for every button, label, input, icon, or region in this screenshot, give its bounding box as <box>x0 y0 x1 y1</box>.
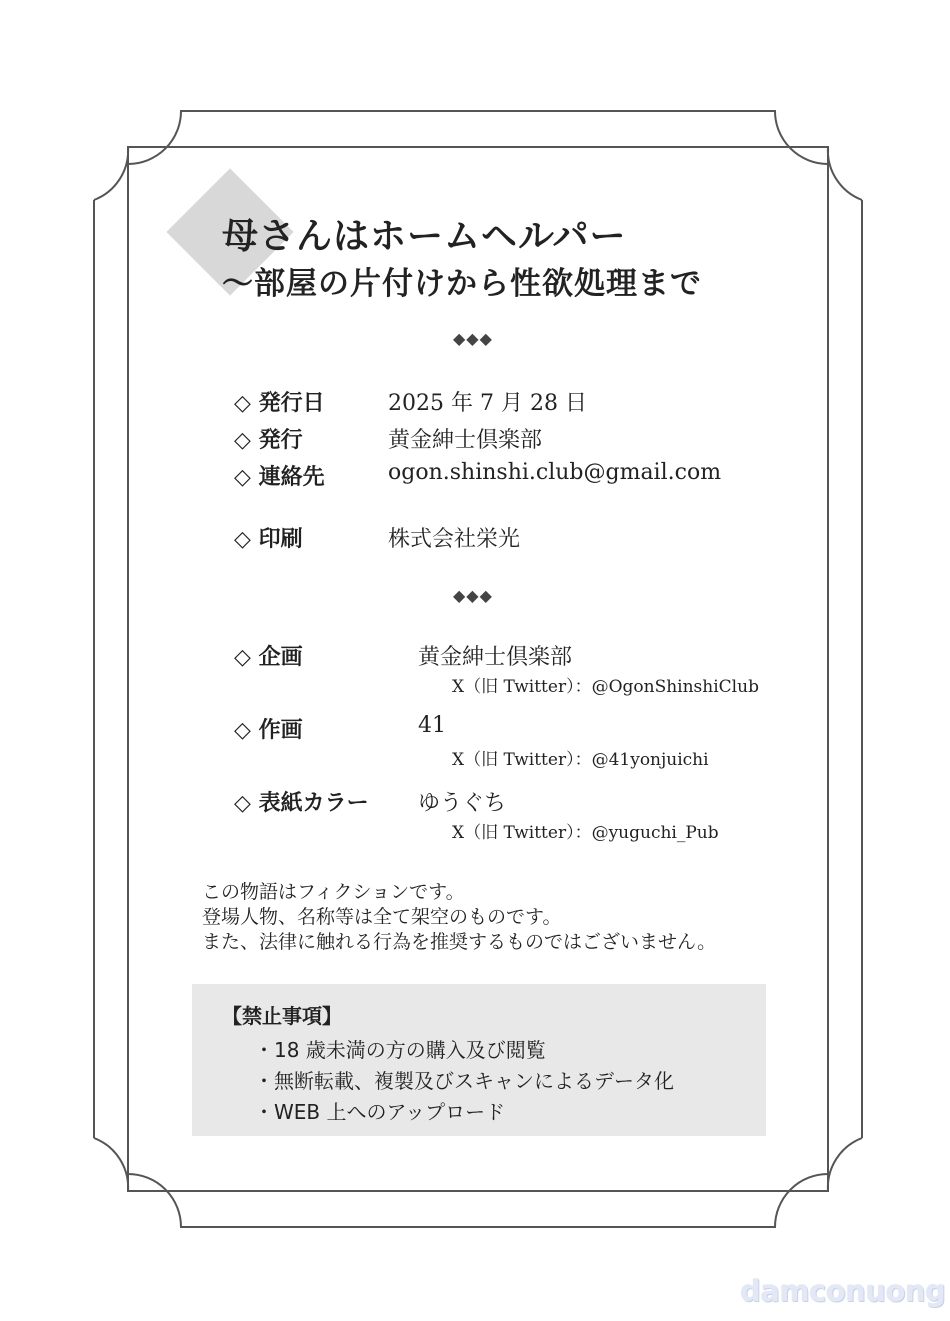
pub-value: 黄金紳士倶楽部 <box>388 428 543 453</box>
pub-label: ◇ 印刷 <box>234 527 303 552</box>
pub-value: ogon.shinshi.club@gmail.com <box>388 460 722 485</box>
fiction-notice <box>202 880 716 955</box>
credit-value: 黄金紳士倶楽部 <box>418 645 573 670</box>
pub-value: 株式会社栄光 <box>388 527 521 552</box>
notice-line: 登場人物、名称等は全て架空のものです。 <box>202 906 562 928</box>
divider-diamonds-1: ◆◆◆ <box>453 329 493 348</box>
credit-handle: X（旧 Twitter）：@41yonjuichi <box>452 750 709 770</box>
pub-label: ◇ 連絡先 <box>234 465 325 490</box>
notice-line: また、法律に触れる行為を推奨するものではございません。 <box>202 931 717 953</box>
prohibited-item: ・WEB 上へのアップロード <box>254 1100 506 1124</box>
credit-label: ◇ 表紙カラー <box>234 791 369 816</box>
prohibited-item: ・18 歳未満の方の購入及び閲覧 <box>254 1038 546 1062</box>
prohibited-title: 【禁止事項】 <box>222 1004 342 1028</box>
credit-value: ゆうぐち <box>418 791 507 816</box>
notice-line: この物語はフィクションです。 <box>202 881 465 903</box>
pub-value: 2025 年 7 月 28 日 <box>388 391 587 416</box>
pub-label: ◇ 発行 <box>234 428 303 453</box>
title-line-2: ～部屋の片付けから性欲処理まで <box>222 266 702 302</box>
credit-label: ◇ 企画 <box>234 645 303 670</box>
credit-handle: X（旧 Twitter）：@OgonShinshiClub <box>452 677 759 697</box>
credit-label: ◇ 作画 <box>234 718 303 743</box>
title-line-1: 母さんはホームヘルパー <box>222 215 627 257</box>
watermark: damconuong <box>740 1274 946 1308</box>
divider-diamonds-2: ◆◆◆ <box>453 586 493 605</box>
credit-handle: X（旧 Twitter）：@yuguchi_Pub <box>452 823 719 843</box>
prohibited-item: ・無断転載、複製及びスキャンによるデータ化 <box>254 1069 674 1093</box>
pub-label: ◇ 発行日 <box>234 391 325 416</box>
credit-value: 41 <box>418 713 446 738</box>
